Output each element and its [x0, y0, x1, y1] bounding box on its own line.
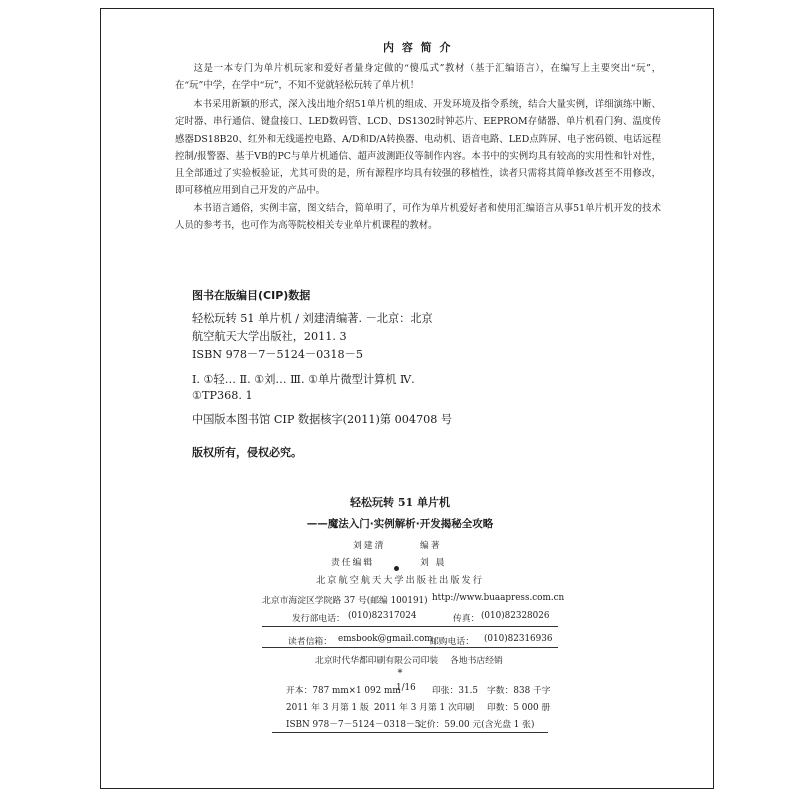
- spec-format: 开本：787 mm×1 092 mm: [286, 686, 401, 696]
- sales-phone-label: 发行部电话：: [292, 614, 345, 624]
- divider-line: [262, 647, 558, 648]
- printing: 2011 年 3 月第 1 次印刷: [374, 703, 475, 713]
- editor-role: 责任编辑: [331, 558, 375, 568]
- distributor: 各地书店经销: [450, 656, 503, 666]
- sales-phone: (010)82317024: [348, 611, 417, 621]
- author-name: 刘建清: [353, 541, 386, 551]
- cip-isbn: ISBN 978－7－5124－0318－5: [192, 348, 363, 361]
- publisher-website[interactable]: http://www.buaapress.com.cn: [432, 593, 565, 603]
- publisher: 北京航空航天大学出版社出版发行: [316, 575, 484, 586]
- edition: 2011 年 3 月第 1 版: [286, 703, 369, 713]
- spec-fold: 1/16: [396, 683, 416, 693]
- summary-paragraph-2: 本书采用新颖的形式，深入浅出地介绍51单片机的组成、开发环境及指令系统，结合大量实例，详细演练中断、定时器、串行通信、键盘接口、LED数码管、LCD、DS1302时钟芯片、EEPROM存储器、单片机看门狗、温度传感器DS18B20、红外和无线遥控电路、A/D和D/A转换器、电动机、语音电路、LED点阵屏、电子密码锁、电话远程控制/报警器、基于VB的PC与单片机通信、超声波测距仪等制作内容。本书中的实例均具有较高的实用性和针对性，且全部通过了实验板验证，尤其可贵的是，所有源程序均具有较强的移植性，读者只需将其简单修改甚至不用修改，即可移植应用到自己开发的产品中。: [175, 99, 661, 197]
- cip-line-1: 轻松玩转 51 单片机 / 刘建清编著. －北京：北京: [192, 312, 433, 325]
- price: 定价：59.00 元(含光盘 1 张): [418, 720, 535, 730]
- email-label: 读者信箱：: [288, 637, 332, 647]
- summary-paragraph-1: 这是一本专门为单片机玩家和爱好者量身定做的“傻瓜式”教材（基于汇编语言），在编写上主要突出“玩”，在“玩”中学，在学中“玩”，不知不觉就轻松玩转了单片机！: [175, 63, 661, 92]
- book-subtitle: ——魔法入门·实例解析·开发揭秘全攻略: [306, 518, 494, 530]
- cip-heading: 图书在版编目(CIP)数据: [192, 289, 311, 302]
- print-run: 印数：5 000 册: [487, 703, 551, 713]
- reader-email[interactable]: emsbook@gmail.com: [338, 634, 433, 644]
- divider-line: [262, 626, 558, 627]
- mail-order-phone: (010)82316936: [484, 634, 553, 644]
- cip-classification: Ⅰ. ①轻… Ⅱ. ①刘… Ⅲ. ①单片微型计算机 Ⅳ.: [192, 373, 415, 386]
- rights-notice: 版权所有，侵权必究。: [192, 446, 302, 459]
- mail-order-label: 邮购电话：: [430, 637, 474, 647]
- cip-record-number: 中国版本图书馆 CIP 数据核字(2011)第 004708 号: [192, 413, 453, 426]
- separator-dot: [394, 566, 399, 571]
- printer: 北京时代华都印刷有限公司印装: [315, 656, 439, 666]
- spec-sheets: 印张：31.5: [432, 686, 478, 696]
- fax-number: (010)82328026: [481, 611, 550, 621]
- summary-heading: 内 容 简 介: [383, 41, 453, 54]
- book-title: 轻松玩转 51 单片机: [350, 496, 450, 509]
- bottom-rule: [272, 732, 548, 733]
- cip-line-2: 航空航天大学出版社，2011. 3: [192, 330, 347, 343]
- spec-word-count: 字数：838 千字: [487, 686, 551, 696]
- author-role: 编著: [420, 541, 442, 551]
- isbn: ISBN 978－7－5124－0318－5: [286, 720, 421, 730]
- editor-name: 刘 晨: [420, 558, 447, 568]
- summary-paragraph-3: 本书语言通俗，实例丰富，图文结合，简单明了，可作为单片机爱好者和使用汇编语言从事51单片机开发的技术人员的参考书，也可作为高等院校相关专业单片机课程的教材。: [175, 203, 661, 232]
- publisher-address: 北京市海淀区学院路 37 号(邮编 100191): [262, 596, 428, 606]
- cip-class-number: ①TP368. 1: [192, 389, 253, 402]
- separator-star: *: [397, 668, 403, 679]
- fax-label: 传真：: [453, 614, 480, 624]
